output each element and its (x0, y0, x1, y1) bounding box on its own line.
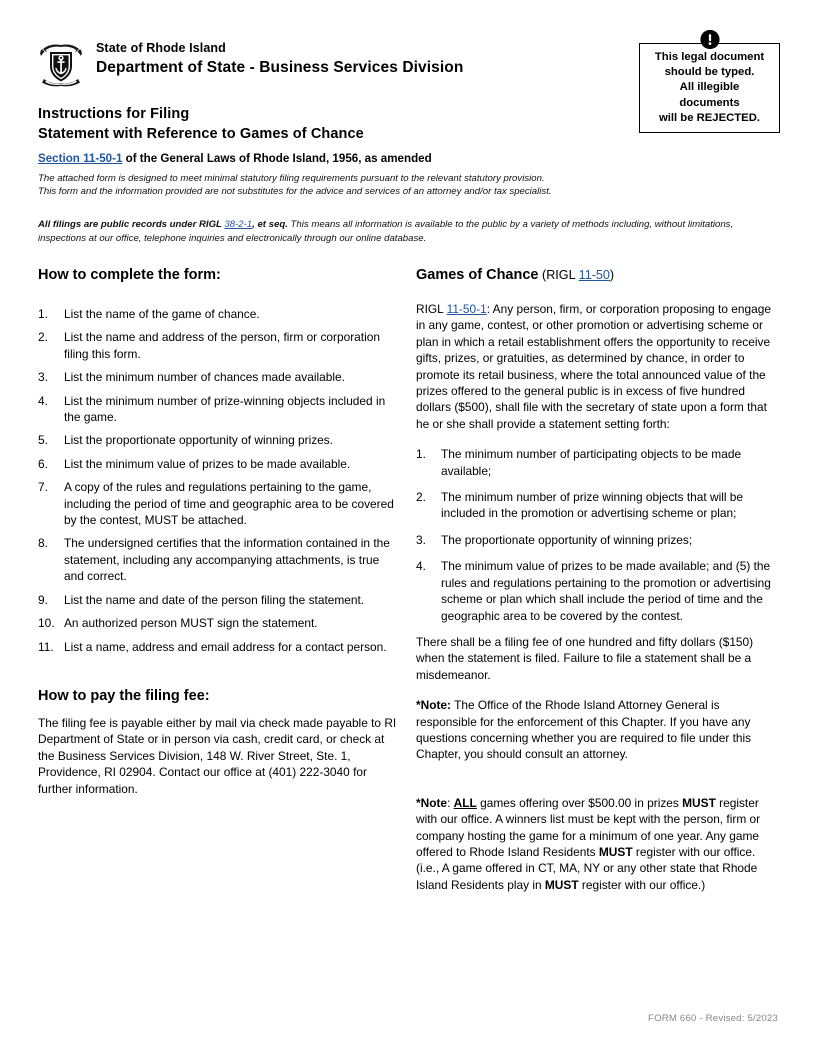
list-item-text: List the minimum number of chances made available. (64, 370, 345, 385)
list-item-text: List the proportionate opportunity of winning prizes. (64, 433, 334, 448)
list-item (38, 393, 402, 426)
notice-line-4: documents (679, 96, 740, 109)
games-of-chance-heading-main: Games of Chance (416, 267, 539, 283)
list-item (38, 592, 402, 608)
list-item (416, 532, 780, 548)
games-of-chance-heading-paren-close: ) (609, 268, 615, 282)
rigl-11-50-link[interactable]: 11-50 (578, 268, 610, 282)
list-item (38, 306, 402, 322)
page-title-line-1: Instructions for Filing (38, 106, 190, 122)
disclaimer-line-2: This form and the information provided are not substitutes for the advice and services of an attorney and/or tax specialist. (38, 186, 552, 198)
games-of-chance-intro (416, 301, 780, 432)
list-item-number: 9. (38, 592, 48, 607)
list-item-text: List a name, address and email address for a contact person. (64, 639, 387, 654)
list-item (38, 456, 402, 472)
list-item-number: 2. (416, 490, 426, 505)
list-item-text: List the name of the game of chance. (64, 307, 260, 321)
page-title-line-2: Statement with Reference to Games of Chance (38, 125, 364, 142)
exclamation-circle-icon (700, 30, 719, 49)
public-records-note (38, 218, 738, 245)
note-colon: : (447, 795, 454, 810)
agency-name-block (96, 38, 463, 79)
list-item-number: 1. (416, 447, 426, 462)
list-item (416, 558, 780, 624)
note-part-1: games offering over $500.00 in prizes (476, 795, 683, 810)
how-to-complete-heading: How to complete the form: (38, 267, 221, 283)
public-records-bold-suffix: , et seq. (252, 219, 288, 230)
rigl-11-50-1-link[interactable]: 11-50-1 (446, 302, 487, 316)
list-item-number: 8. (38, 536, 48, 551)
list-item-number: 5. (38, 433, 48, 448)
list-item (416, 489, 780, 522)
list-item-text: The undersigned certifies that the information contained in the statement, including any accompanying attachments, is true and correct. (64, 536, 390, 584)
list-item (38, 535, 402, 584)
right-column (416, 266, 780, 893)
statute-reference-rest: of the General Laws of Rhode Island, 1956, as amended (122, 152, 432, 165)
statute-reference (38, 151, 432, 166)
games-of-chance-heading (416, 266, 780, 285)
attorney-general-note (416, 697, 780, 763)
notice-line-3: All illegible (679, 81, 740, 94)
list-item-text: List the name and address of the person, firm or corporation filing this form. (64, 330, 380, 361)
notice-line-1: This legal document (654, 50, 765, 63)
form-footer: FORM 660 - Revised: 5/2023 (648, 1013, 778, 1024)
filing-fee-paragraph: There shall be a filing fee of one hundred and fifty dollars ($150) when the statement is filed. Failure to file a statement shall be a misdemeanor. (416, 634, 754, 682)
rhode-island-state-seal-icon (38, 40, 84, 88)
list-item-number: 6. (38, 456, 48, 471)
public-records-rest: This means all information is available to the public by a variety of methods including, without limitations, inspections at our office, telephone inquiries and electronically through our online database. (38, 219, 734, 244)
legal-notice-box (639, 43, 780, 133)
list-item-number: 3. (416, 532, 426, 547)
list-item-number: 4. (416, 559, 426, 574)
list-item (416, 446, 780, 479)
list-item-number: 1. (38, 307, 48, 321)
document-header (38, 38, 463, 88)
list-item (38, 369, 402, 385)
games-of-chance-heading-paren-open: (RIGL (538, 268, 579, 282)
how-to-pay-text: The filing fee is payable either by mail via check made payable to RI Department of State or in person via cash, credit card, or check at the Business Services Division, 148 W. River Street, Ste. 1, Providence, RI 02904. Contact our office at (401) 222-3040 for further information. (38, 715, 397, 796)
list-item (38, 432, 402, 448)
list-item-text: List the name and date of the person filing the statement. (64, 592, 365, 607)
list-item (38, 479, 402, 528)
notice-line-2: should be typed. (664, 66, 755, 79)
list-item-number: 10. (38, 616, 55, 631)
note-label: *Note: (416, 698, 452, 713)
how-to-complete-list (38, 306, 402, 655)
public-records-bold-prefix: All filings are public records under RIGL (38, 219, 225, 230)
list-item-text: List the minimum value of prizes to be made available. (64, 456, 351, 471)
section-11-50-1-link[interactable]: Section 11-50-1 (38, 152, 123, 165)
list-item-text: The minimum number of participating objects to be made available; (441, 447, 742, 478)
list-item-text: An authorized person MUST sign the statement. (64, 616, 318, 631)
department-name: Department of State - Business Services Division (96, 59, 464, 76)
page-title (38, 105, 364, 144)
intro-body: : Any person, firm, or corporation proposing to engage in any game, contest, or other promotion or advertising scheme or plan in which a retail establishment offers the opportunity to receive gifts, prizes, or gratuities, as determined by chance, in order to promote its retail business, where the total announced value of the prizes offered to the general public is in excess of five hundred dollars ($500), shall file with the secretary of state upon a form that he or she shall provide a statement setting forth: (416, 302, 771, 431)
filing-fee-section (38, 687, 402, 797)
note-must-1: MUST (682, 795, 716, 810)
list-item-text: The minimum number of prize winning objects that will be included in the promotion or advertising scheme or plan; (441, 490, 744, 521)
list-item-text: The minimum value of prizes to be made available; and (5) the rules and regulations pertaining to the promotion or advertising scheme or plan which shall include the period of time and the geographic area to be covered by the contest. (441, 559, 771, 623)
registration-requirement-note (416, 795, 780, 893)
note-all-emphasis: ALL (453, 795, 477, 810)
disclaimer-text (38, 172, 738, 199)
state-name: State of Rhode Island (96, 41, 226, 55)
note-must-2: MUST (598, 844, 633, 859)
list-item (38, 615, 402, 631)
note-part-4: register with our office.) (578, 877, 706, 892)
left-column (38, 266, 402, 797)
list-item-number: 7. (38, 480, 48, 495)
list-item-number: 2. (38, 330, 48, 345)
list-item-text: The proportionate opportunity of winning prizes; (441, 532, 693, 547)
note-part-3: register with our office. (i.e., A game offered in CT, MA, NY or any other state that Rhode Island Residents play in (416, 844, 758, 892)
statutory-requirements-list (416, 446, 780, 624)
note-must-3: MUST (544, 877, 579, 892)
disclaimer-line-1: The attached form is designed to meet minimal statutory filing requirements pursuant to the relevant statutory provision. (38, 173, 545, 184)
note-body: The Office of the Rhode Island Attorney General is responsible for the enforcement of this Chapter. If you have any questions concerning whether you are required to file under this Chapter, you should consult an attorney. (416, 698, 752, 762)
notice-line-5: will be REJECTED. (658, 111, 761, 124)
list-item-text: List the minimum number of prize-winning objects included in the game. (64, 393, 386, 425)
how-to-pay-heading: How to pay the filing fee: (38, 687, 210, 704)
list-item-number: 4. (38, 393, 48, 408)
rigl-38-2-1-link[interactable]: 38-2-1 (224, 219, 253, 230)
list-item (38, 639, 402, 655)
list-item-number: 3. (38, 370, 48, 385)
note-part-2: register with our office. A winners list must be kept with the person, firm or company hosting the game for a minimum of one year. Any game offered to Rhode Island Residents (416, 795, 761, 859)
list-item (38, 329, 402, 362)
intro-prefix: RIGL (416, 302, 447, 316)
list-item-number: 11. (38, 639, 54, 654)
note-label: *Note (416, 795, 448, 810)
list-item-text: A copy of the rules and regulations pertaining to the game, including the period of time and geographic area to be covered by the contest, MUST be attached. (64, 480, 394, 528)
